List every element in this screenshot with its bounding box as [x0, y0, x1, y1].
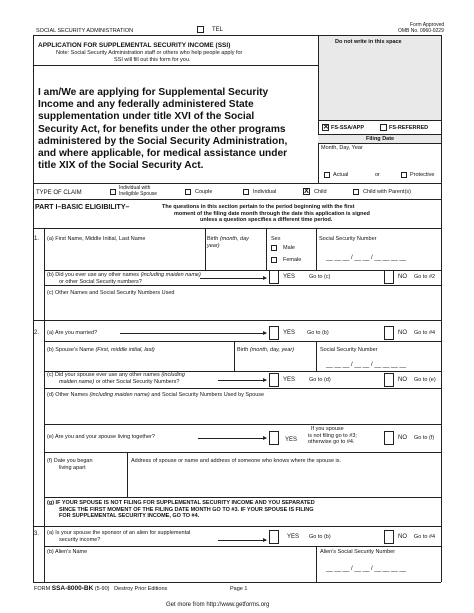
part1-intro: The questions in this section pertain to the period beginning with the first moment of the filing date month through the date this application is signed unless a question specifies a different time period. — [162, 204, 370, 223]
q3a-yes-goto: Go to (b) — [309, 534, 331, 540]
actual-checkbox[interactable] — [324, 172, 330, 178]
omb-number: OMB No. 0960-0229 — [398, 28, 444, 34]
agency-name: SOCIAL SECURITY ADMINISTRATION — [36, 28, 134, 34]
page-number: Page 1 — [230, 586, 248, 592]
type-of-claim-label: TYPE OF CLAIM — [36, 190, 82, 196]
male-label: Male — [283, 245, 295, 251]
q1-sex-label: Sex — [271, 236, 281, 242]
q1c-label: (c) Other Names and Social Security Numbers Used — [47, 290, 175, 296]
q3b-alien-name-label: (b) Alien's Name — [47, 549, 88, 555]
q2e-no-checkbox[interactable] — [384, 431, 394, 445]
actual-label: Actual — [333, 172, 349, 178]
q2a-question: (a) Are you married? — [47, 330, 98, 336]
q2b-ssn-label: Social Security Number — [320, 347, 378, 353]
q2a-no-checkbox[interactable] — [384, 326, 394, 340]
form-id: FORM SSA-8000-BK (5-90) Destroy Prior Editions — [34, 585, 168, 592]
child-with-parents-label: Child with Parent(s) — [363, 189, 411, 195]
q3-number: 3. — [34, 531, 40, 537]
q2a-yes-label: YES — [283, 330, 296, 336]
do-not-write-label: Do not write in this space — [335, 39, 402, 45]
title-note-line2: SSI will fill out this form for you. — [114, 57, 191, 63]
individual-checkbox[interactable] — [243, 189, 249, 195]
q1-ssn-label: Social Security Number — [319, 236, 377, 242]
q2e-yes-label: YES — [285, 437, 298, 443]
filing-date-label: Filing Date — [366, 136, 395, 142]
male-checkbox[interactable] — [271, 245, 277, 251]
protective-checkbox[interactable] — [401, 172, 407, 178]
q1b-no-goto: Go to #2 — [414, 274, 436, 280]
q2c-question: (c) Did your spouse ever use any other names (including maiden name) or other Social Security Numbers? — [47, 372, 185, 385]
part1-title: PART I–BASIC ELIGIBILITY– — [35, 204, 130, 211]
fs-referred-label: FS-REFERRED — [389, 125, 429, 131]
q1b-yes-goto: Go to (c) — [309, 274, 331, 280]
q2f-date-label: (f) Date you began living apart — [47, 458, 93, 471]
filing-date-hint: Month, Day, Year — [321, 145, 363, 151]
protective-label: Protective — [410, 172, 435, 178]
q2c-no-checkbox[interactable] — [384, 373, 394, 387]
q3a-yes-checkbox[interactable] — [269, 530, 279, 544]
q3b-ssn-field[interactable]: __ __ __ / __ __ / __ __ __ __ — [326, 566, 407, 572]
fs-referred-checkbox[interactable] — [380, 124, 387, 131]
q2-number: 2. — [34, 330, 40, 336]
fs-ssa-app-label: FS-SSA/APP — [331, 125, 365, 131]
q2g-instruction: (g) IF YOUR SPOUSE IS NOT FILING FOR SUPPLEMENTAL SECURITY INCOME AND YOU SEPARATED SINCE THE FIRST MOMENT OF THE FILING DATE MONTH GO TO #3. IF YOUR SPOUSE IS FILING FOR SUPPLEMENTAL SECURITY INCOME, GO TO #4. — [47, 500, 315, 519]
individual-label: Individual — [253, 189, 277, 195]
female-label: Female — [283, 257, 302, 263]
application-statement: I am/We are applying for Supplemental Security Income and any federally administered State supplementation under title XVI of the Social Security Act, for benefits under the other programs administered by the Social Security Administration, and where applicable, for medical assistance under title XIX of the Social Security Act. — [38, 87, 288, 172]
ineligible-spouse-label: Individual with Ineligible Spouse — [119, 185, 158, 197]
q2d-label: (d) Other Names (including maiden name) and Social Security Numbers Used by Spouse — [47, 392, 265, 398]
q1-name-label: (a) First Name, Middle Initial, Last Name — [47, 236, 146, 242]
child-checkbox[interactable]: X — [304, 188, 309, 195]
q1b-yes-checkbox[interactable] — [269, 270, 279, 284]
q1b-no-label: NO — [398, 274, 407, 280]
q3a-no-label: NO — [398, 534, 407, 540]
q2c-no-label: NO — [398, 377, 407, 383]
ineligible-spouse-checkbox[interactable] — [110, 189, 116, 195]
couple-checkbox[interactable] — [185, 189, 191, 195]
q3a-yes-label: YES — [287, 534, 300, 540]
q1b-no-checkbox[interactable] — [384, 270, 394, 284]
q2b-spouse-name-label: (b) Spouse's Name (First, middle initial, last) — [47, 347, 155, 353]
q2e-yes-instructions: If you spouse is not filing go to #3; otherwise go to #4. — [308, 426, 357, 445]
q2a-no-label: NO — [398, 330, 407, 336]
q2e-no-goto: Go to (f) — [414, 435, 435, 441]
couple-label: Couple — [195, 189, 213, 195]
tel-checkbox[interactable] — [197, 26, 204, 33]
q3a-question: (a) Is your spouse the sponsor of an alien for supplemental security income? — [47, 530, 191, 543]
or-label: or — [375, 172, 380, 178]
q2a-yes-checkbox[interactable] — [269, 326, 279, 340]
q2c-yes-label: YES — [283, 377, 296, 383]
child-with-parents-checkbox[interactable] — [353, 189, 359, 195]
q2c-no-goto: Go to (e) — [414, 377, 436, 383]
q2e-no-label: NO — [398, 435, 407, 441]
q2b-ssn-field[interactable]: __ __ __ / __ __ / __ __ __ __ — [326, 362, 407, 368]
q2c-yes-checkbox[interactable] — [269, 373, 279, 387]
q2e-yes-checkbox[interactable] — [269, 431, 279, 445]
child-label: Child — [314, 189, 327, 195]
office-use-area — [318, 36, 441, 120]
q1b-yes-label: YES — [283, 274, 296, 280]
q2c-yes-goto: Go to (d) — [309, 377, 331, 383]
female-checkbox[interactable] — [271, 257, 277, 263]
q2f-address-label: Address of spouse or name and address of someone who knows where the spouse is. — [131, 458, 342, 464]
tel-label: TEL — [212, 27, 224, 33]
form-title: APPLICATION FOR SUPPLEMENTAL SECURITY INCOME (SSI) — [38, 42, 231, 49]
q3a-no-goto: Go to #4 — [414, 534, 436, 540]
q2a-yes-goto: Go to (b) — [307, 330, 329, 336]
q1-ssn-field[interactable]: __ __ __ / __ __ / __ __ __ __ — [326, 255, 407, 261]
q2b-birth-label: Birth (month, day, year) — [237, 347, 295, 353]
q2e-question: (e) Are you and your spouse living together? — [47, 434, 155, 440]
source-link[interactable]: Get more from http://www.getforms.org — [166, 602, 270, 608]
q3a-no-checkbox[interactable] — [384, 530, 394, 544]
fs-ssa-app-checkbox[interactable]: ✕ — [323, 124, 329, 131]
q2a-no-goto: Go to #4 — [414, 330, 436, 336]
form-approved: Form Approved — [410, 22, 445, 28]
q1b-question: (b) Did you ever use any other names (including maiden name) or other Social Security numbers? — [47, 272, 201, 285]
q3b-alien-ssn-label: Alien's Social Security Number — [320, 549, 396, 555]
q1-number: 1. — [34, 236, 40, 242]
title-note-line1: Note: Social Security Administration staff or others who help people apply for — [56, 50, 243, 56]
q1-birth-label: Birth (month, day year) — [207, 236, 249, 249]
